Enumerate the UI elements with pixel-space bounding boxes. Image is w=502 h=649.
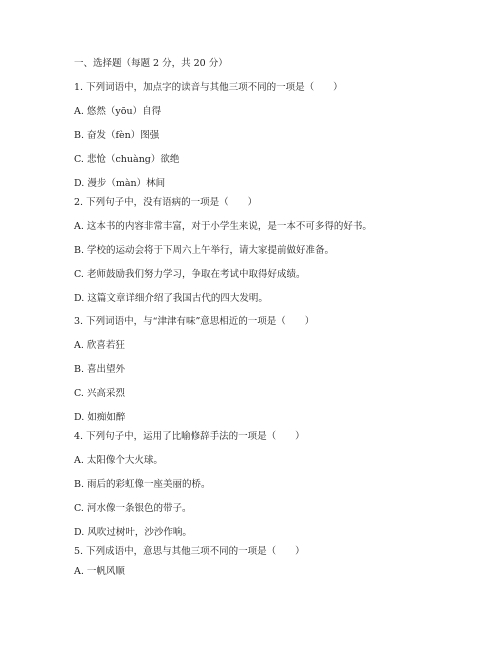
question-3-option-b: B. 喜出望外 xyxy=(74,364,126,375)
section-heading: 一、选择题（每题 2 分，共 20 分） xyxy=(74,58,228,69)
question-4-option-d: D. 风吹过树叶，沙沙作响。 xyxy=(74,527,192,538)
question-4-option-b: B. 雨后的彩虹像一座美丽的桥。 xyxy=(74,479,211,490)
question-3-option-a: A. 欣喜若狂 xyxy=(74,340,125,351)
question-5-stem: 5. 下列成语中，意思与其他三项不同的一项是（ ） xyxy=(74,546,305,557)
question-4-option-c: C. 河水像一条银色的带子。 xyxy=(74,503,192,514)
question-1-option-b: B. 奋发（fèn）图强 xyxy=(74,130,160,141)
question-2-option-d: D. 这篇文章详细介绍了我国古代的四大发明。 xyxy=(74,293,268,304)
question-1-option-d: D. 漫步（màn）林间 xyxy=(74,178,166,189)
question-2-option-b: B. 学校的运动会将于下周六上午举行，请大家提前做好准备。 xyxy=(74,245,335,256)
question-5-option-a: A. 一帆风顺 xyxy=(74,566,125,577)
question-4-option-a: A. 太阳像个大火球。 xyxy=(74,455,163,466)
question-1-option-c: C. 悲怆（chuàng）欲绝 xyxy=(74,154,180,165)
question-1-stem: 1. 下列词语中，加点字的读音与其他三项不同的一项是（ ） xyxy=(74,82,343,93)
question-1-option-a: A. 悠然（yōu）自得 xyxy=(74,106,162,117)
question-3-option-c: C. 兴高采烈 xyxy=(74,388,125,399)
question-3-stem: 3. 下列词语中，与“津津有味”意思相近的一项是（ ） xyxy=(74,316,315,327)
question-2-option-a: A. 这本书的内容非常丰富，对于小学生来说，是一本不可多得的好书。 xyxy=(74,221,372,232)
question-3-option-d: D. 如痴如醉 xyxy=(74,412,126,423)
question-2-stem: 2. 下列句子中，没有语病的一项是（ ） xyxy=(74,197,258,208)
question-4-stem: 4. 下列句子中，运用了比喻修辞手法的一项是（ ） xyxy=(74,431,305,442)
question-2-option-c: C. 老师鼓励我们努力学习，争取在考试中取得好成绩。 xyxy=(74,269,306,280)
